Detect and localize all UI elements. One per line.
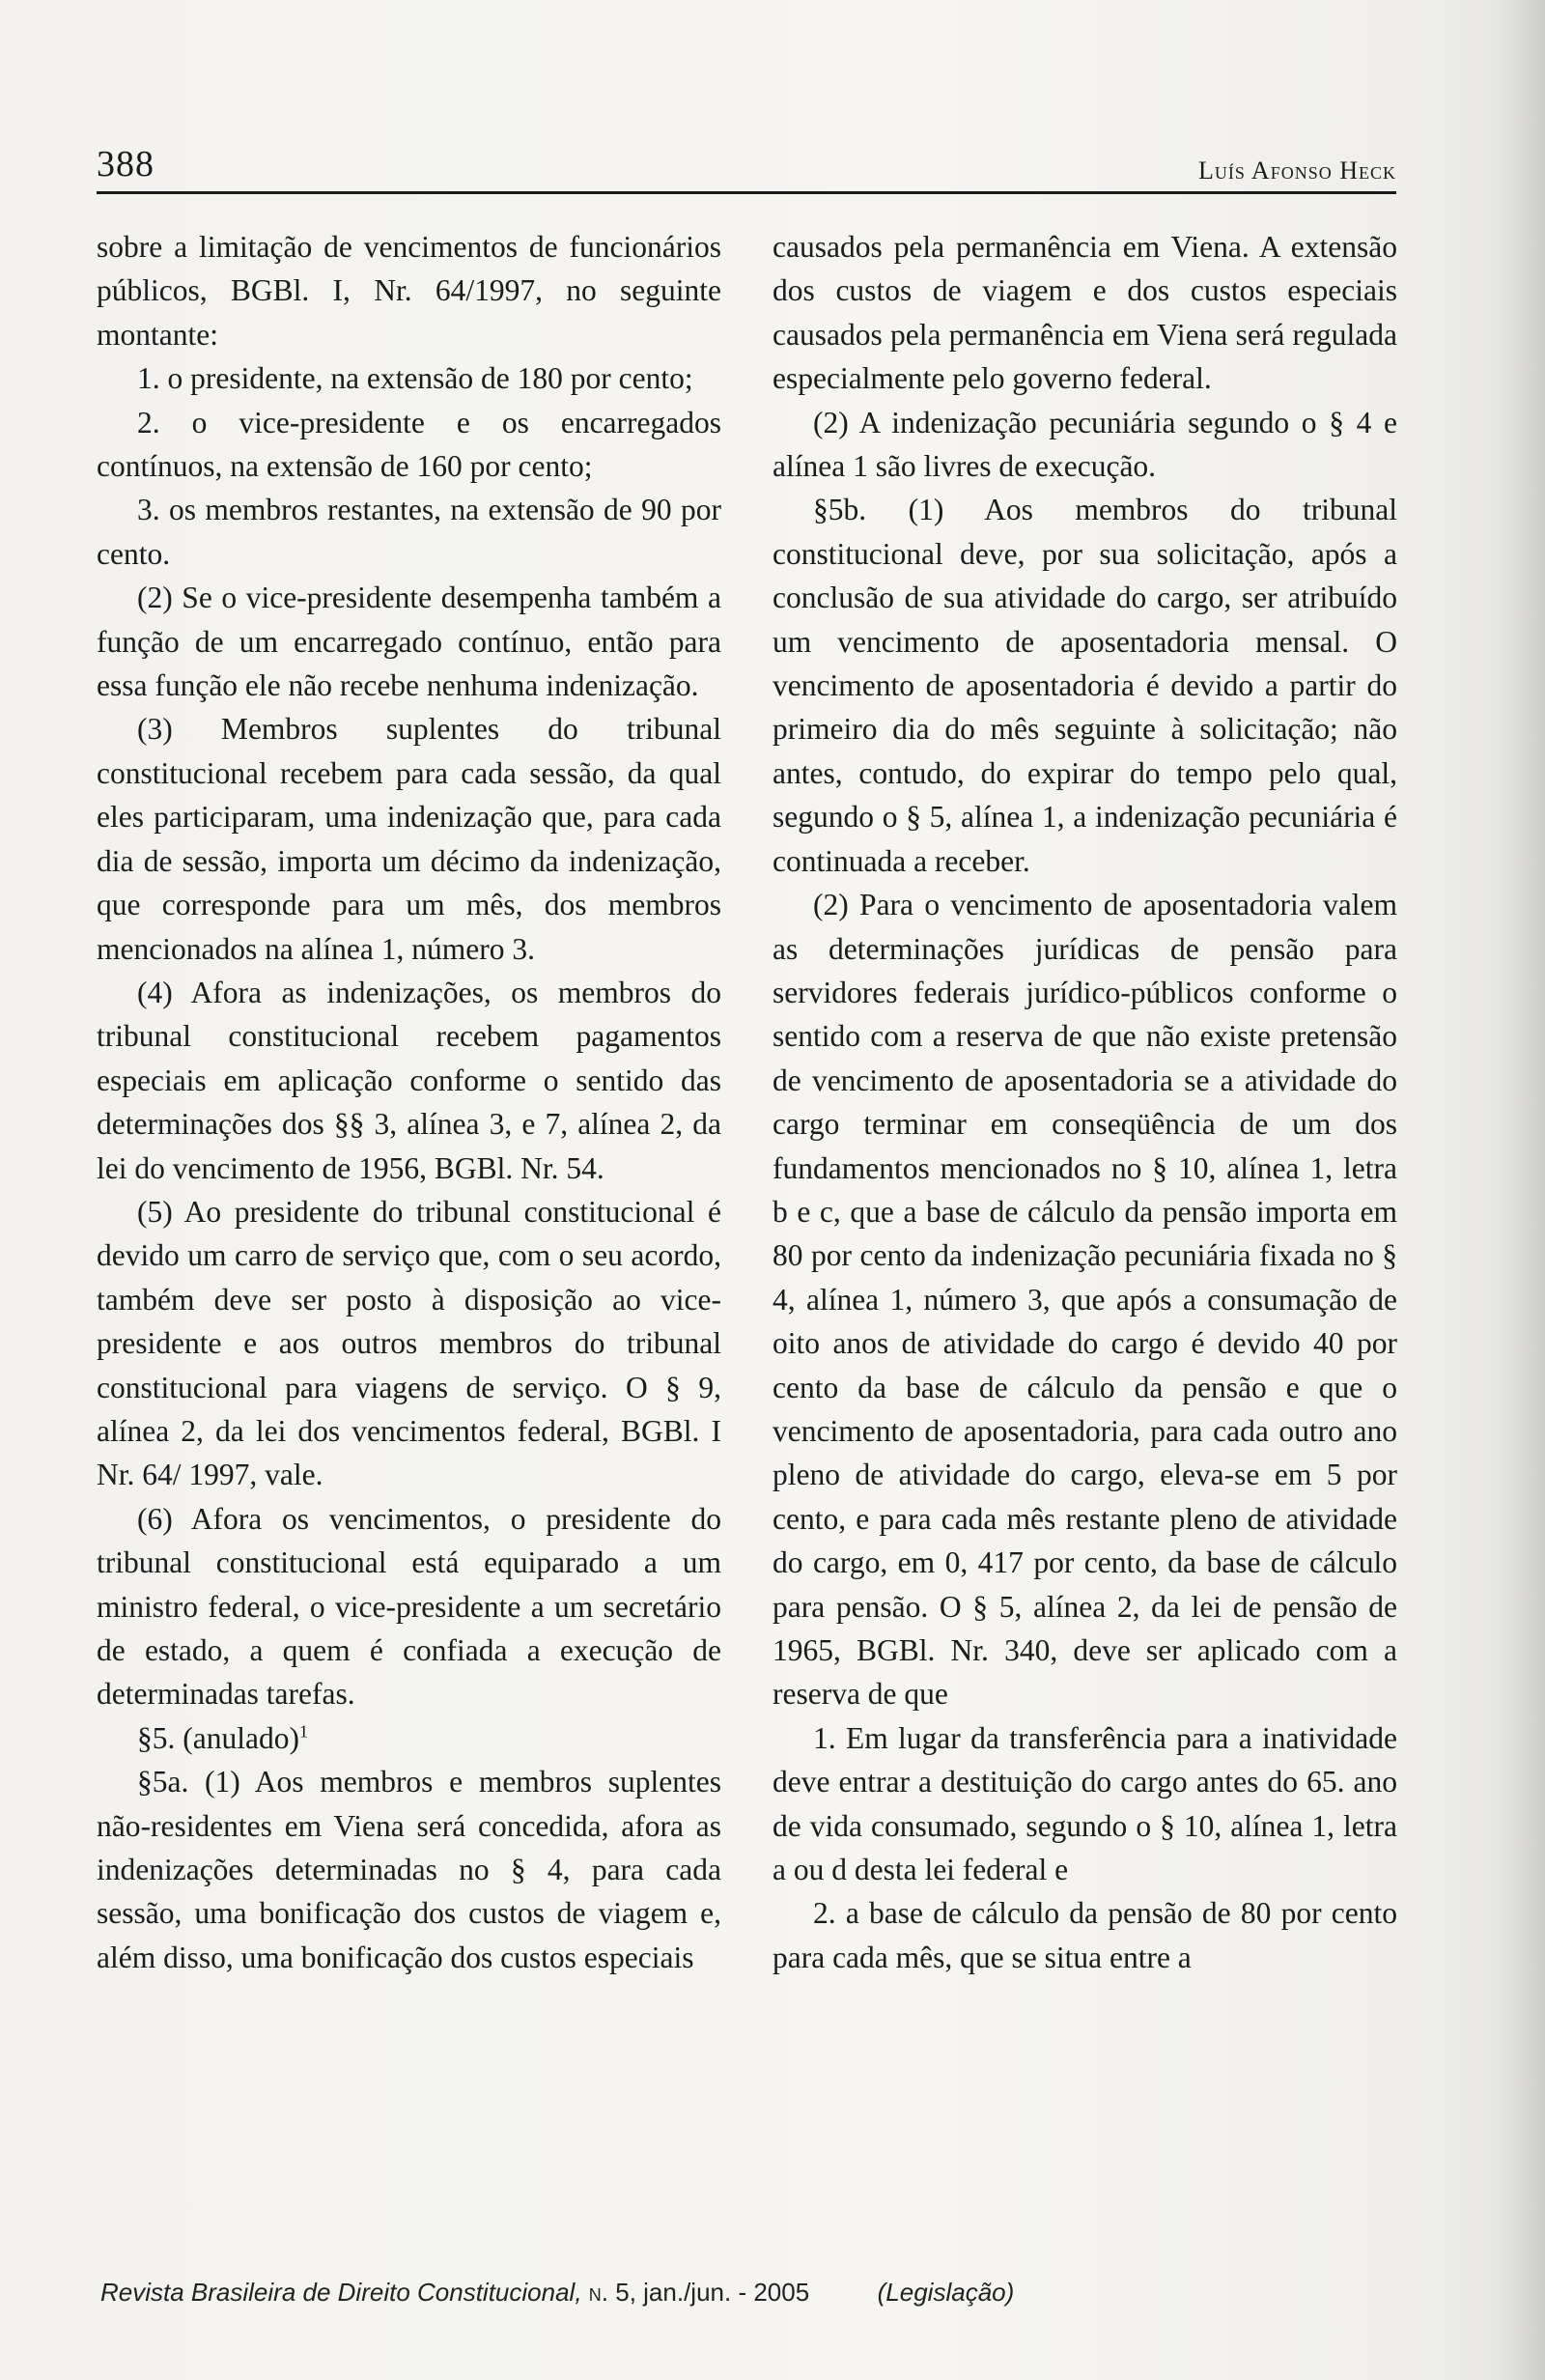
- paragraph: (2) Para o vencimento de aposentadoria valem as determinações jurídicas de pensão para servidores federais jurídico-públicos conforme o sentido com a reserva de que não existe pretensão de vencimento de aposentadoria se a atividade do cargo terminar em conseqüência de um dos fundamentos mencionados no § 10, alínea 1, letra b e c, que a base de cálculo da pensão importa em 80 por cento da indenização pecuniária fixada no § 4, alínea 1, número 3, que após a consumação de oito anos de atividade do cargo é devido 40 por cento da base de cálculo da pensão e que o vencimento de aposentadoria, para cada outro ano pleno de atividade do cargo, eleva-se em 5 por cento, e para cada mês restante pleno de atividade do cargo, em 0, 417 por cento, da base de cálculo para pensão. O § 5, alínea 2, da lei de pensão de 1965, BGBl. Nr. 340, deve ser aplicado com a reserva de que: [772, 888, 1397, 1712]
- paragraph: 1. o presidente, na extensão de 180 por cento;: [137, 361, 693, 396]
- paragraph: (2) Se o vice-presidente desempenha também a função de um encarregado contínuo, então para essa função ele não recebe nenhuma indenização.: [97, 581, 721, 703]
- footnote-marker[interactable]: 1: [298, 1721, 308, 1742]
- paragraph: (5) Ao presidente do tribunal constitucional é devido um carro de serviço que, com o seu acordo, também deve ser posto à disposição ao vice-presidente e aos outros membros do tribunal constitucional para viagens de serviço. O § 9, alínea 2, da lei dos vencimentos federal, BGBl. I Nr. 64/ 1997, vale.: [97, 1194, 721, 1492]
- paragraph: 2. o vice-presidente e os encarregados contínuos, na extensão de 160 por cento;: [97, 405, 721, 484]
- left-column: [97, 225, 721, 1979]
- running-author: Luís Afonso Heck: [1197, 156, 1396, 184]
- paragraph: (4) Afora as indenizações, os membros do tribunal constitucional recebem pagamentos especiais em aplicação conforme o sentido das determinações dos §§ 3, alínea 3, e 7, alínea 2, da lei do vencimento de 1956, BGBl. Nr. 54.: [97, 975, 721, 1185]
- right-column: [772, 225, 1397, 1979]
- journal-title: Revista Brasileira de Direito Constitucional,: [100, 2278, 582, 2307]
- facing-page-bleed: [1501, 0, 1545, 2380]
- paragraph: §5b. (1) Aos membros do tribunal constitucional deve, por sua solicitação, após a conclusão de sua atividade do cargo, ser atribuído um vencimento de aposentadoria mensal. O vencimento de aposentadoria é devido a partir do primeiro dia do mês seguinte à solicitação; não antes, contudo, do expirar do tempo pelo qual, segundo o § 5, alínea 1, a indenização pecuniária é continuada a receber.: [772, 493, 1397, 878]
- page-number: 388: [97, 144, 154, 184]
- paragraph: causados pela permanência em Viena. A extensão dos custos de viagem e dos custos especiais causados pela permanência em Viena será regulada especialmente pelo governo federal.: [772, 230, 1397, 396]
- paragraph: §5a. (1) Aos membros e membros suplentes não-residentes em Viena será concedida, afora as indenizações determinadas no § 4, para cada sessão, uma bonificação dos custos de viagem e, além disso, uma bonificação dos custos especiais: [97, 1765, 721, 1974]
- issue-date: 5, jan./jun. - 2005: [615, 2278, 810, 2307]
- paragraph: (6) Afora os vencimentos, o presidente do tribunal constitucional está equiparado a um ministro federal, o vice-presidente a um secretário de estado, a quem é confiada a execução de determinadas tarefas.: [97, 1501, 721, 1712]
- journal-footer: [100, 2278, 1356, 2308]
- paragraph: 1. Em lugar da transferência para a inatividade deve entrar a destituição do cargo antes do 65. ano de vida consumado, segundo o § 10, alínea 1, letra a ou d desta lei federal e: [772, 1720, 1397, 1887]
- paragraph: 3. os membros restantes, na extensão de 90 por cento.: [97, 493, 721, 571]
- running-header: [97, 143, 1396, 194]
- paragraph: (2) A indenização pecuniária segundo o § 4 e alínea 1 são livres de execução.: [772, 405, 1397, 484]
- paragraph: §5. (anulado)$^1$: [137, 1720, 308, 1755]
- paragraph: (3) Membros suplentes do tribunal constitucional recebem para cada sessão, da qual eles participaram, uma indenização que, para cada dia de sessão, importa um décimo da indenização, que corresponde para um mês, dos membros mencionados na alínea 1, número 3.: [97, 712, 721, 966]
- section-label: (Legislação): [877, 2278, 1015, 2307]
- number-label: n.: [588, 2278, 609, 2307]
- paragraph: sobre a limitação de vencimentos de funcionários públicos, BGBl. I, Nr. 64/1997, no seguinte montante:: [97, 230, 721, 352]
- paragraph: 2. a base de cálculo da pensão de 80 por cento para cada mês, que se situa entre a: [772, 1896, 1397, 1974]
